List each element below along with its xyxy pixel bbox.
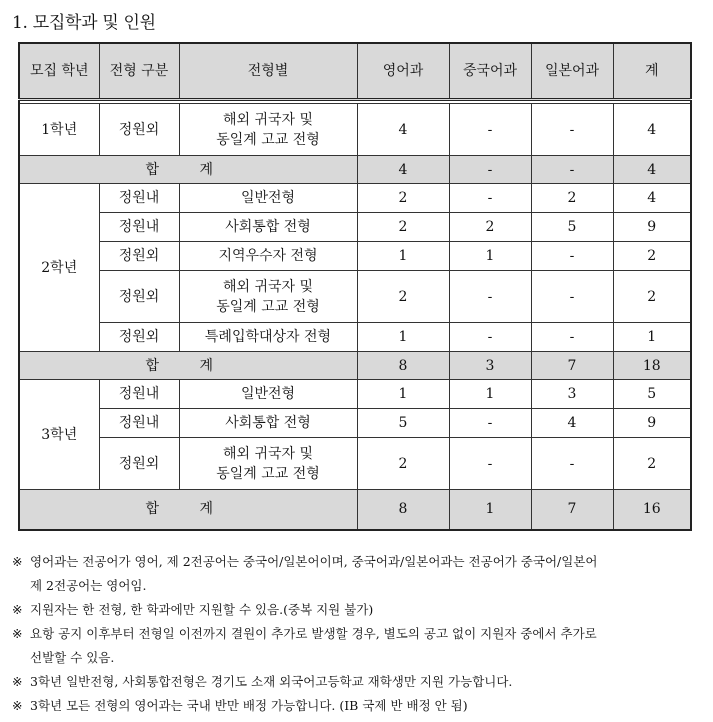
english-count: 2: [357, 438, 449, 490]
header-chinese: 중국어과: [449, 43, 531, 100]
note-continuation: 제 2전공어는 영어임.: [30, 578, 147, 593]
japanese-count: 7: [531, 352, 613, 380]
subtotal-row: [19, 156, 691, 184]
note-continuation: 선발할 수 있음.: [30, 650, 115, 665]
english-count: 8: [357, 490, 449, 530]
header-type: 전형 구분: [99, 43, 179, 100]
japanese-count: 7: [531, 490, 613, 530]
note-mark: ※: [12, 602, 23, 617]
track-name: 일반전형: [179, 380, 357, 409]
quota-type: 정원외: [99, 104, 179, 156]
table-row: [19, 104, 691, 156]
track-name: 일반전형: [179, 184, 357, 213]
row-total: 4: [613, 104, 691, 156]
table-row: [19, 409, 691, 438]
note-item: [12, 598, 702, 622]
row-total: 9: [613, 213, 691, 242]
chinese-count: -: [449, 184, 531, 213]
admission-quota-table: [18, 42, 692, 531]
chinese-count: 1: [449, 242, 531, 271]
table-row: [19, 184, 691, 213]
track-name: 해외 귀국자 및 동일계 고교 전형: [179, 104, 357, 156]
track-name: 사회통합 전형: [179, 409, 357, 438]
row-total: 4: [613, 184, 691, 213]
grade-label: 2학년: [19, 184, 99, 352]
english-count: 1: [357, 323, 449, 352]
chinese-count: -: [449, 104, 531, 156]
english-count: 2: [357, 271, 449, 323]
note-item: [12, 550, 702, 574]
header-grade: 모집 학년: [19, 43, 99, 100]
chinese-count: -: [449, 438, 531, 490]
row-total: 4: [613, 156, 691, 184]
quota-type: 정원외: [99, 271, 179, 323]
note-mark: ※: [12, 698, 23, 713]
note-mark: ※: [12, 554, 23, 569]
grade-label: 1학년: [19, 104, 99, 156]
english-count: 4: [357, 104, 449, 156]
quota-type: 정원외: [99, 242, 179, 271]
header-total: 계: [613, 43, 691, 100]
track-name: 지역우수자 전형: [179, 242, 357, 271]
grade-label: 3학년: [19, 380, 99, 490]
row-total: 2: [613, 438, 691, 490]
track-name: 사회통합 전형: [179, 213, 357, 242]
japanese-count: -: [531, 242, 613, 271]
chinese-count: -: [449, 156, 531, 184]
table-row: [19, 242, 691, 271]
english-count: 2: [357, 213, 449, 242]
row-total: 2: [613, 242, 691, 271]
track-name: 해외 귀국자 및 동일계 고교 전형: [179, 271, 357, 323]
chinese-count: -: [449, 409, 531, 438]
chinese-count: -: [449, 271, 531, 323]
quota-type: 정원외: [99, 323, 179, 352]
subtotal-row: [19, 352, 691, 380]
chinese-count: 3: [449, 352, 531, 380]
track-name: 해외 귀국자 및 동일계 고교 전형: [179, 438, 357, 490]
english-count: 4: [357, 156, 449, 184]
table-row: [19, 213, 691, 242]
quota-type: 정원내: [99, 409, 179, 438]
quota-type: 정원내: [99, 213, 179, 242]
note-mark: ※: [12, 674, 23, 689]
japanese-count: -: [531, 156, 613, 184]
japanese-count: -: [531, 438, 613, 490]
quota-type: 정원외: [99, 438, 179, 490]
english-count: 5: [357, 409, 449, 438]
note-text: 요항 공지 이후부터 전형일 이전까지 결원이 추가로 발생할 경우, 별도의 공고 없이 지원자 중에서 추가로: [30, 626, 597, 641]
table-row: [19, 323, 691, 352]
header-track: 전형별: [179, 43, 357, 100]
quota-type: 정원내: [99, 380, 179, 409]
row-total: 16: [613, 490, 691, 530]
table-header-row: [19, 43, 691, 100]
track-name: 특례입학대상자 전형: [179, 323, 357, 352]
note-text: 3학년 모든 전형의 영어과는 국내 반만 배정 가능합니다. (IB 국제 반 배정 안 됨): [30, 698, 468, 713]
japanese-count: -: [531, 323, 613, 352]
japanese-count: -: [531, 271, 613, 323]
header-english: 영어과: [357, 43, 449, 100]
note-item: [12, 670, 702, 694]
english-count: 8: [357, 352, 449, 380]
english-count: 2: [357, 184, 449, 213]
grand-total-label: 합 계: [19, 490, 357, 530]
row-total: 2: [613, 271, 691, 323]
row-total: 9: [613, 409, 691, 438]
subtotal-label: 합 계: [19, 352, 357, 380]
table-row: [19, 271, 691, 323]
subtotal-label: 합 계: [19, 156, 357, 184]
header-japanese: 일본어과: [531, 43, 613, 100]
grand-total-row: [19, 490, 691, 530]
note-item: [12, 694, 702, 718]
note-text: 3학년 일반전형, 사회통합전형은 경기도 소재 외국어고등학교 재학생만 지원 가능합니다.: [30, 674, 513, 689]
section-title: 1. 모집학과 및 인원: [12, 13, 156, 33]
note-text: 영어과는 전공어가 영어, 제 2전공어는 중국어/일본어이며, 중국어과/일본어과는 전공어가 중국어/일본어: [30, 554, 598, 569]
chinese-count: 1: [449, 490, 531, 530]
notes-section: [12, 550, 702, 718]
english-count: 1: [357, 242, 449, 271]
chinese-count: -: [449, 323, 531, 352]
table-row: [19, 380, 691, 409]
japanese-count: 2: [531, 184, 613, 213]
note-item: [12, 622, 702, 646]
japanese-count: 4: [531, 409, 613, 438]
row-total: 1: [613, 323, 691, 352]
row-total: 18: [613, 352, 691, 380]
table-row: [19, 438, 691, 490]
note-text: 지원자는 한 전형, 한 학과에만 지원할 수 있음.(중복 지원 불가): [30, 602, 374, 617]
japanese-count: 3: [531, 380, 613, 409]
chinese-count: 2: [449, 213, 531, 242]
japanese-count: 5: [531, 213, 613, 242]
quota-type: 정원내: [99, 184, 179, 213]
chinese-count: 1: [449, 380, 531, 409]
note-mark: ※: [12, 626, 23, 641]
japanese-count: -: [531, 104, 613, 156]
row-total: 5: [613, 380, 691, 409]
english-count: 1: [357, 380, 449, 409]
